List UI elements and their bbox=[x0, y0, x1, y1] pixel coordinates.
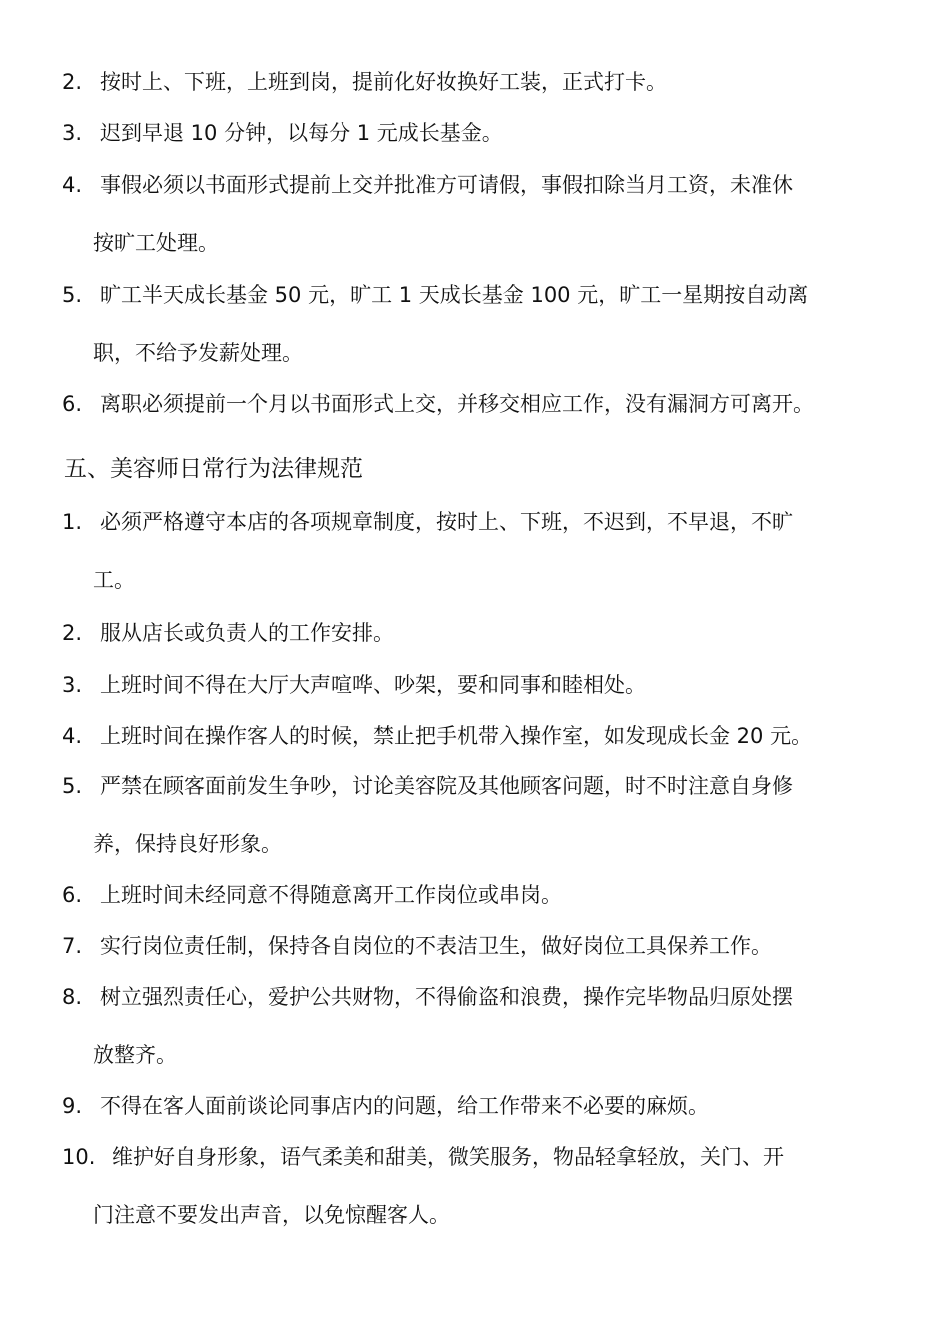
item-text-continued: 养，保持良好形象。 bbox=[93, 832, 282, 856]
item-number: 3. bbox=[62, 673, 83, 697]
item-text: 上班时间未经同意不得随意离开工作岗位或串岗。 bbox=[100, 883, 562, 907]
item-number: 9. bbox=[62, 1094, 83, 1118]
item-number: 5. bbox=[62, 283, 83, 307]
item-text-continued: 门注意不要发出声音，以免惊醒客人。 bbox=[93, 1203, 450, 1227]
item-text: 上班时间不得在大厅大声喧哗、吵架，要和同事和睦相处。 bbox=[100, 673, 646, 697]
item-text: 不得在客人面前谈论同事店内的问题，给工作带来不必要的麻烦。 bbox=[100, 1094, 709, 1118]
section-heading: 五、美容师日常行为法律规范 bbox=[64, 456, 363, 482]
item-text-continued: 工。 bbox=[93, 568, 135, 592]
item-number: 4. bbox=[62, 173, 83, 197]
item-text: 必须严格遵守本店的各项规章制度，按时上、下班，不迟到，不早退，不旷 bbox=[100, 510, 793, 534]
item-text: 离职必须提前一个月以书面形式上交，并移交相应工作，没有漏洞方可离开。 bbox=[100, 392, 814, 416]
item-number: 7. bbox=[62, 934, 83, 958]
item-number: 6. bbox=[62, 883, 83, 907]
item-text: 旷工半天成长基金 50 元，旷工 1 天成长基金 100 元，旷工一星期按自动离 bbox=[100, 283, 809, 307]
item-number: 6. bbox=[62, 392, 83, 416]
item-text: 上班时间在操作客人的时候，禁止把手机带入操作室，如发现成长金 20 元。 bbox=[100, 724, 813, 748]
item-number: 8. bbox=[62, 985, 83, 1009]
item-text: 严禁在顾客面前发生争吵，讨论美容院及其他顾客问题，时不时注意自身修 bbox=[100, 774, 793, 798]
item-text: 按时上、下班，上班到岗，提前化好妆换好工装，正式打卡。 bbox=[100, 70, 667, 94]
item-text: 树立强烈责任心，爱护公共财物，不得偷盗和浪费，操作完毕物品归原处摆 bbox=[100, 985, 793, 1009]
item-text: 迟到早退 10 分钟，以每分 1 元成长基金。 bbox=[100, 121, 503, 145]
item-text: 服从店长或负责人的工作安排。 bbox=[100, 621, 394, 645]
item-number: 10. bbox=[62, 1145, 96, 1169]
item-number: 2. bbox=[62, 621, 83, 645]
item-text-continued: 放整齐。 bbox=[93, 1043, 177, 1067]
item-number: 2. bbox=[62, 70, 83, 94]
item-number: 5. bbox=[62, 774, 83, 798]
item-number: 3. bbox=[62, 121, 83, 145]
item-text: 事假必须以书面形式提前上交并批准方可请假，事假扣除当月工资，未准休 bbox=[100, 173, 793, 197]
item-number: 4. bbox=[62, 724, 83, 748]
item-text: 实行岗位责任制，保持各自岗位的不表洁卫生，做好岗位工具保养工作。 bbox=[100, 934, 772, 958]
item-text: 维护好自身形象，语气柔美和甜美，微笑服务，物品轻拿轻放，关门、开 bbox=[112, 1145, 784, 1169]
item-text-continued: 职，不给予发薪处理。 bbox=[93, 341, 303, 365]
item-number: 1. bbox=[62, 510, 83, 534]
item-text-continued: 按旷工处理。 bbox=[93, 231, 219, 255]
